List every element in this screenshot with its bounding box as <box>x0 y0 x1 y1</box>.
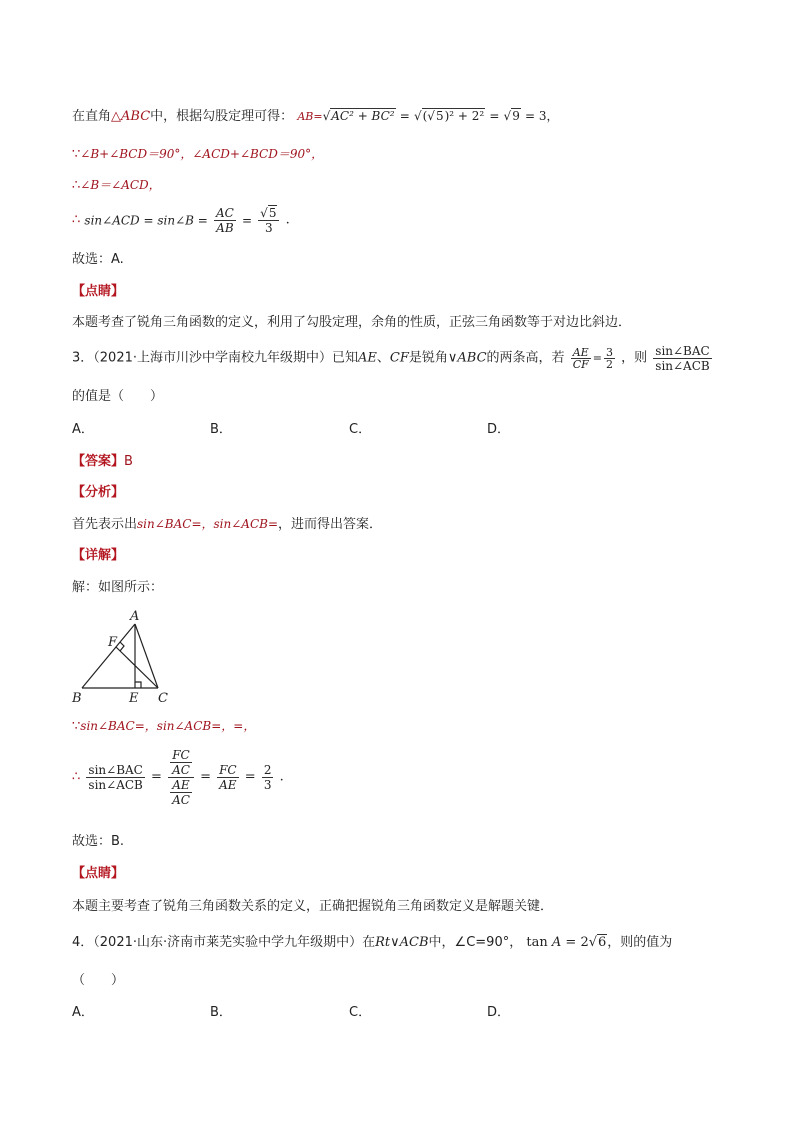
side-ac <box>135 624 158 688</box>
tip-text-1: 本题考查了锐角三角函数的定义，利用了勾股定理，余角的性质，正弦三角函数等于对边比斜边． <box>72 315 632 330</box>
text-mid: 中，根据勾股定理可得： <box>150 109 294 124</box>
sqrt-expression: √(√5)² + 2² <box>413 109 485 123</box>
fraction-ae-cf: $\frac{AE}{CF}$ <box>572 346 589 371</box>
question-4-line2: （ ） <box>72 973 125 988</box>
sine-line: ∴ sin∠ACD = sin∠B = $\frac{AC}{AB}$ = $\frac{√5}{3}$ . <box>72 206 290 235</box>
side-ab <box>82 624 135 688</box>
sqrt-six: √6 <box>588 935 607 950</box>
label-b: B <box>72 691 82 706</box>
because-symbol: ∵ <box>72 147 81 162</box>
q4-option-a[interactable]: A． <box>72 1005 94 1020</box>
answer-header: 【答案】 <box>72 454 125 469</box>
label-e: E <box>129 691 139 706</box>
because-line <box>72 146 323 163</box>
question-3-line2: 的值是（ ） <box>72 389 164 404</box>
answer-value: B <box>124 454 133 469</box>
answer-line <box>72 454 133 470</box>
q4-option-d[interactable]: D． <box>487 1005 511 1020</box>
label-a: A <box>130 609 140 624</box>
right-angle-e <box>135 682 141 688</box>
sqrt-nine: √9 <box>503 109 520 123</box>
fraction-sin-ratio-2: $\frac{\text{sin∠BAC}}{\text{sin∠ACB}}$ <box>88 763 143 792</box>
fraction-2-3: $\frac{2}{3}$ <box>263 763 272 792</box>
text-prefix: 在直角 <box>72 109 112 124</box>
analysis-header: 【分析】 <box>72 485 125 500</box>
triangle-figure <box>66 606 186 708</box>
tip-text-2: 本题主要考查了锐角三角函数关系的定义，正确把握锐角三角函数定义是解题关键． <box>72 899 554 914</box>
complex-fraction: $\frac{\frac{FC}{AC}}{\frac{AE}{AC}}$ <box>168 748 194 807</box>
label-c: C <box>158 691 168 706</box>
fraction-sqrt5-3: $\frac{√5}{3}$ <box>258 206 279 235</box>
question-3-stem: 3．（2021·上海市川沙中学南校九年级期中）已知AE、CF是锐角∨ABC的两条高，若 $\frac{AE}{CF}$ = $\frac{3}{2}$ ，则 $\frac{\text{sin∠BAC}}{\text{sin∠ACB}}$ <box>72 344 710 373</box>
choose-line-1: 故选：A. <box>72 252 124 267</box>
analysis-line: 首先表示出sin∠BAC=，sin∠ACB=，进而得出答案． <box>72 517 383 532</box>
ab-equals: AB= <box>297 110 323 123</box>
answer-a: A. <box>111 252 124 267</box>
tip-header-2: 【点睛】 <box>72 866 125 881</box>
detail-text: 解：如图所示： <box>72 580 164 595</box>
triangle-abc: △ABC <box>111 109 151 124</box>
q4-option-b[interactable]: B． <box>210 1005 232 1020</box>
sqrt-ac-bc: √AC² + BC² <box>322 109 395 123</box>
because-line-2: ∵sin∠BAC=，sin∠ACB=，=， <box>72 719 256 734</box>
label-f: F <box>108 635 118 650</box>
sine-lhs: sin∠ACD = sin∠B = <box>84 213 208 228</box>
choose-line-2: 故选：B. <box>72 834 125 849</box>
q4-option-c[interactable]: C． <box>349 1005 372 1020</box>
question-4-stem: 4．（2021·山东·济南市莱芜实验中学九年级期中）在Rt∨ACB中，∠C=90°， tan A = 2√6，则的值为 <box>72 935 673 950</box>
fraction-sin-ratio: $\frac{\text{sin∠BAC}}{\text{sin∠ACB}}$ <box>655 344 710 373</box>
q3-option-c[interactable]: C． <box>349 422 372 437</box>
equals-three: = 3， <box>524 109 559 123</box>
fraction-fc-ae: $\frac{FC}{AE}$ <box>219 763 237 792</box>
answer-b: B. <box>111 834 125 849</box>
q3-option-d[interactable]: D． <box>487 422 511 437</box>
q3-option-b[interactable]: B． <box>210 422 232 437</box>
pythagoras-line: 在直角△ABC中，根据勾股定理可得： AB=√AC² + BC² = √(√5)² + 2² = √9 = 3， <box>72 109 559 124</box>
q3-option-a[interactable]: A． <box>72 422 94 437</box>
detail-header: 【详解】 <box>72 548 125 563</box>
fraction-ac-ab: $\frac{AC}{AB}$ <box>215 206 234 235</box>
therefore-symbol: ∴ <box>72 178 81 193</box>
tip-header-1: 【点睛】 <box>72 284 125 299</box>
angle-equality: ∠B＝∠ACD， <box>80 178 161 192</box>
fraction-3-2: $\frac{3}{2}$ <box>605 346 613 371</box>
right-angle-f <box>120 642 124 651</box>
ratio-derivation: ∴ $\frac{\text{sin∠BAC}}{\text{sin∠ACB}}$ = $\frac{\frac{FC}{AC}}{\frac{AE}{AC}}$ = $\frac{FC}{AE}$ = $\frac{2}{3}$ . <box>72 748 284 807</box>
therefore-line <box>72 177 161 194</box>
angle-relation: ∠B+∠BCD＝90°，∠ACD+∠BCD＝90°， <box>80 147 324 161</box>
